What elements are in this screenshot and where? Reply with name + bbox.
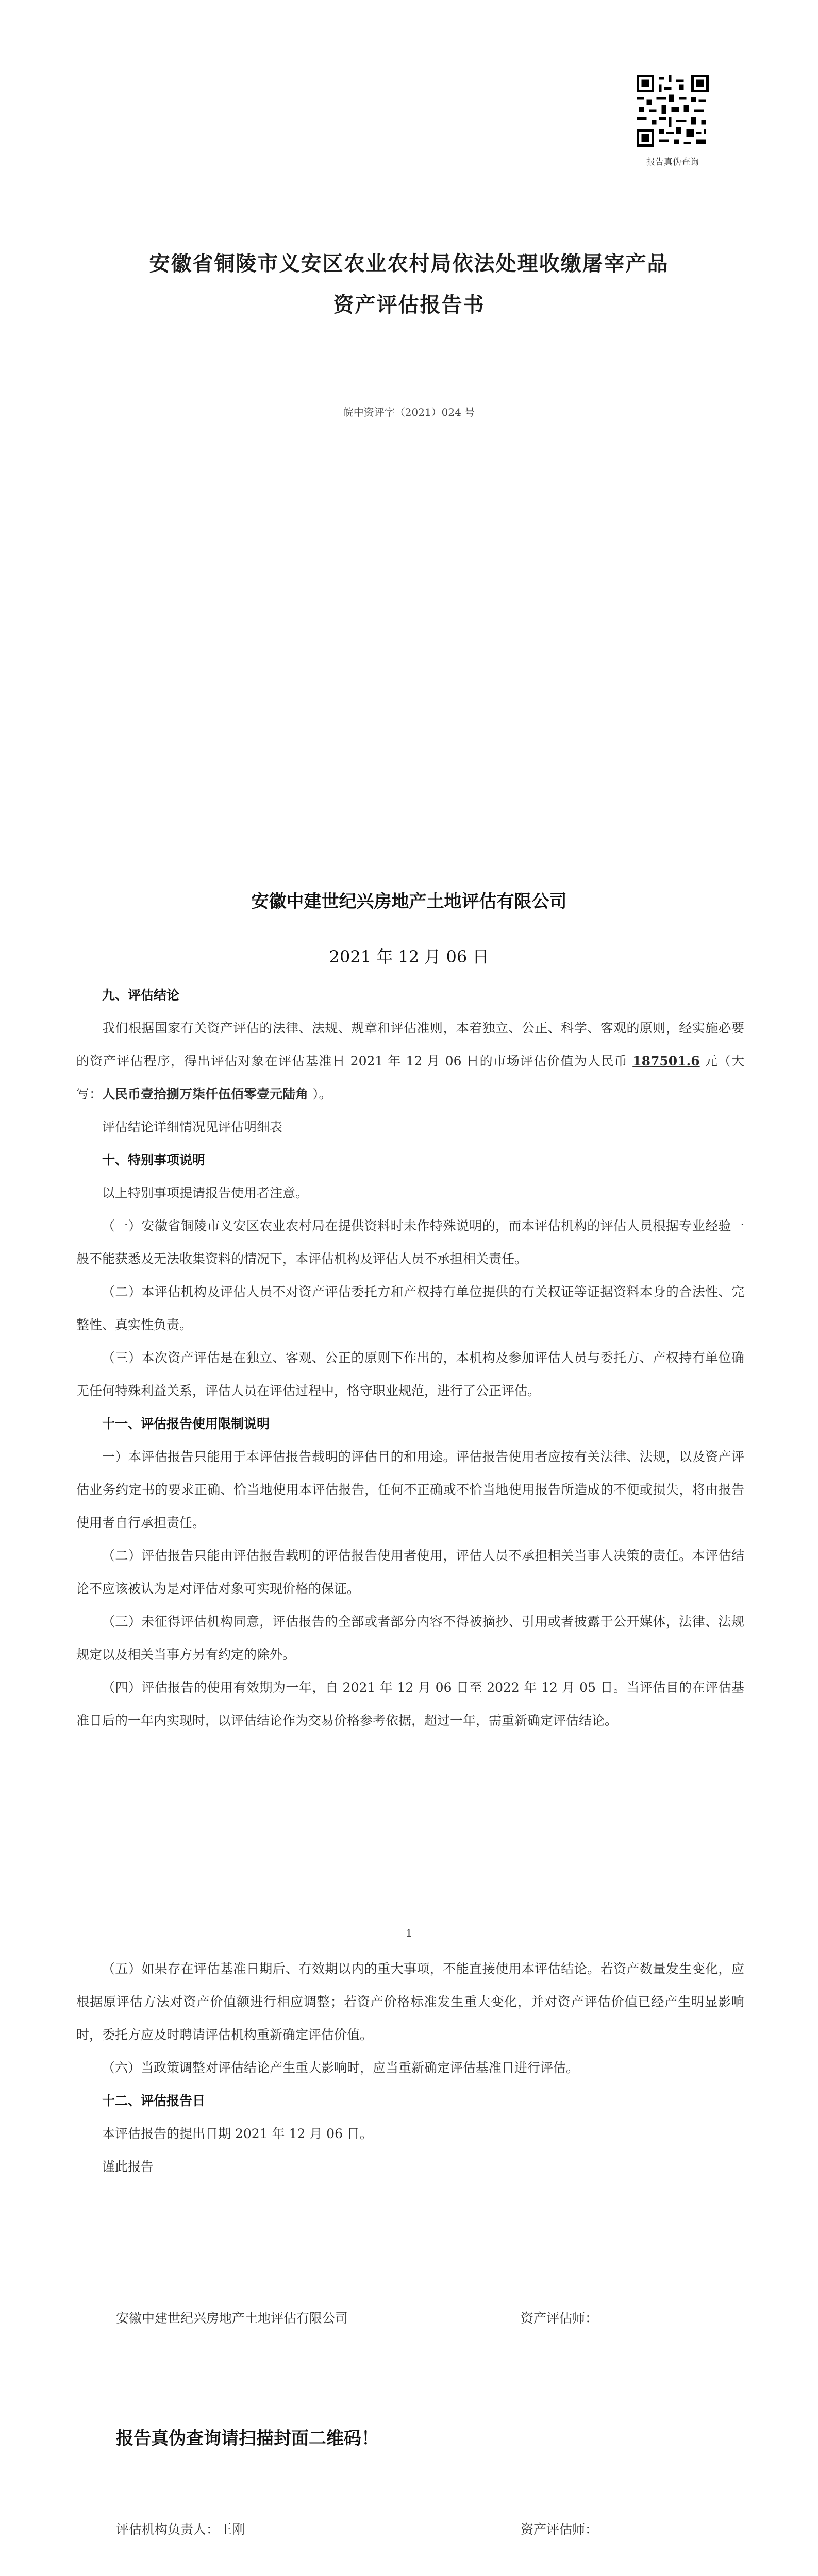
signature-organization: 安徽中建世纪兴房地产土地评估有限公司	[116, 2311, 348, 2326]
section-10-intro: 以上特别事项提请报告使用者注意。	[102, 1185, 309, 1200]
section-9-detail: 评估结论详细情况见评估明细表	[102, 1120, 283, 1134]
signature-appraiser-2: 资产评估师：	[521, 2522, 598, 2537]
section-11-item-2: （二）评估报告只能由评估报告载明的评估报告使用者使用，评估人员不承担相关当事人决策的责任。本评估结论不应该被认为是对评估对象可实现价格的保证。	[76, 1548, 744, 1596]
section-11-item-3: （三）未征得评估机构同意，评估报告的全部或者部分内容不得被摘抄、引用或者披露于公开媒体，法律、法规规定以及相关当事方另有约定的除外。	[76, 1614, 744, 1662]
page-1-body	[76, 979, 744, 1737]
conclusion-text-mid: 元（大写：	[76, 1054, 744, 1101]
page-number: 1	[406, 1927, 412, 1939]
conclusion-text-pre: 我们根据国家有关资产评估的法律、法规、规章和评估准则，本着独立、公正、科学、客观的原则，经实施必要的资产评估程序，得出评估对象在评估基准日 2021 年 12 月 06 日的市场评估价值为人民币	[76, 1021, 744, 1069]
section-12-text: 本评估报告的提出日期 2021 年 12 月 06 日。	[102, 2126, 373, 2141]
page-2-body	[76, 1953, 744, 2183]
section-12-heading: 十二、评估报告日	[102, 2093, 206, 2108]
section-11-item-4: （四）评估报告的使用有效期为一年，自 2021 年 12 月 06 日至 2022 年 12 月 05 日。当评估目的在评估基准日后的一年内实现时，以评估结论作为交易价格参考依据，超过一年，需重新确定评估结论。	[76, 1680, 744, 1728]
report-title-line-1: 安徽省铜陵市义安区农业农村局依法处理收缴屠宰产品	[149, 251, 669, 276]
qr-code[interactable]	[637, 75, 709, 147]
closing-remark: 谨此报告	[102, 2159, 154, 2174]
cover-organization: 安徽中建世纪兴房地产土地评估有限公司	[251, 891, 567, 912]
signature-appraiser-1: 资产评估师：	[521, 2311, 598, 2326]
signature-principal: 评估机构负责人：王刚	[116, 2522, 245, 2537]
conclusion-text-post: ）。	[308, 1087, 332, 1101]
section-9-conclusion	[76, 1012, 744, 1111]
cover-date: 2021 年 12 月 06 日	[329, 947, 489, 967]
section-11-item-6: （六）当政策调整对评估结论产生重大影响时，应当重新确定评估基准日进行评估。	[102, 2060, 579, 2075]
report-number: 皖中资评字（2021）024 号	[343, 406, 475, 418]
valuation-amount: 187501.6	[632, 1054, 700, 1069]
report-title-line-2: 资产评估报告书	[333, 293, 485, 317]
section-10-item-2: （二）本评估机构及评估人员不对资产评估委托方和产权持有单位提供的有关权证等证据资料本身的合法性、完整性、真实性负责。	[76, 1284, 744, 1332]
section-11-heading: 十一、评估报告使用限制说明	[102, 1416, 270, 1431]
section-11-item-1: 一）本评估报告只能用于本评估报告载明的评估目的和用途。评估报告使用者应按有关法律、法规，以及资产评估业务约定书的要求正确、恰当地使用本评估报告，任何不正确或不恰当地使用报告所造成的不便或损失，将由报告使用者自行承担责任。	[76, 1449, 744, 1530]
section-10-item-1: （一）安徽省铜陵市义安区农业农村局在提供资料时未作特殊说明的，而本评估机构的评估人员根据专业经验一般不能获悉及无法收集资料的情况下，本评估机构及评估人员不承担相关责任。	[76, 1218, 744, 1266]
section-10-item-3: （三）本次资产评估是在独立、客观、公正的原则下作出的，本机构及参加评估人员与委托方、产权持有单位确无任何特殊利益关系，评估人员在评估过程中，恪守职业规范，进行了公正评估。	[76, 1350, 744, 1398]
qr-caption: 报告真伪查询	[646, 157, 699, 167]
scan-notice: 报告真伪查询请扫描封面二维码！	[116, 2428, 379, 2449]
section-10-heading: 十、特别事项说明	[102, 1153, 206, 1167]
section-11-item-5: （五）如果存在评估基准日期后、有效期以内的重大事项，不能直接使用本评估结论。若资产数量发生变化，应根据原评估方法对资产价值额进行相应调整；若资产价格标准发生重大变化，并对资产评估价值已经产生明显影响时，委托方应及时聘请评估机构重新确定评估价值。	[76, 1961, 744, 2042]
section-9-heading: 九、评估结论	[102, 988, 180, 1003]
valuation-amount-words: 人民币壹拾捌万柒仟伍佰零壹元陆角	[102, 1087, 309, 1101]
